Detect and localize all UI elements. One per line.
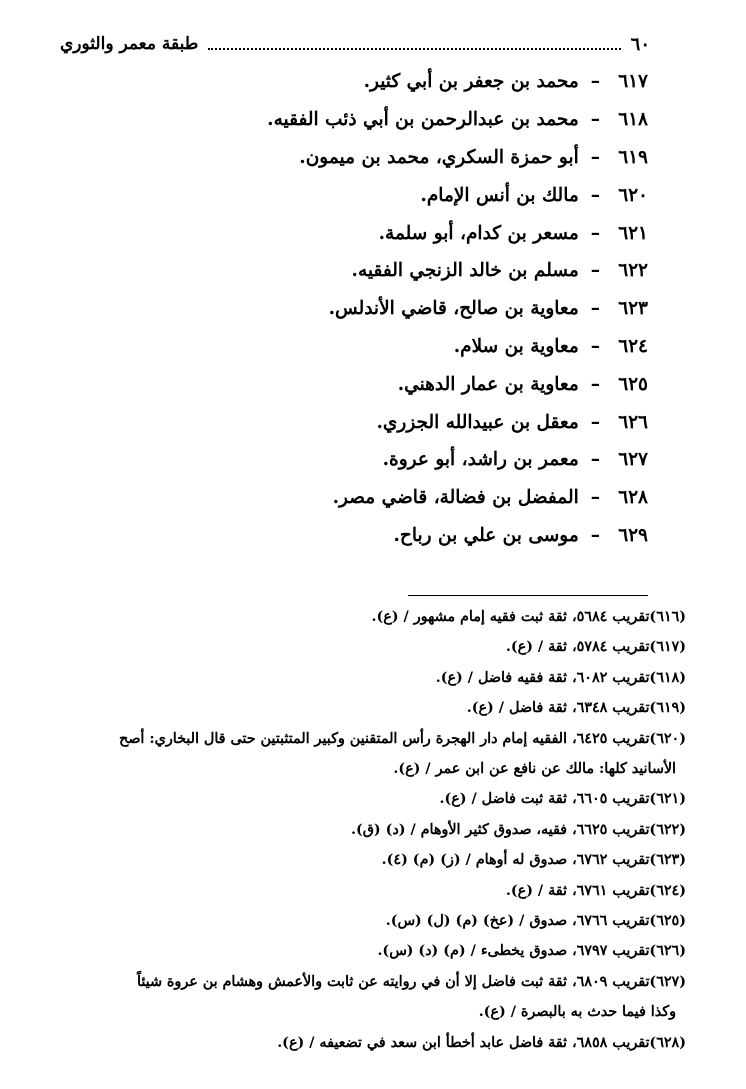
entry-text: مسعر بن كدام، أبو سلمة. xyxy=(378,222,579,244)
footnotes xyxy=(50,602,686,1058)
entry-text: معمر بن راشد، أبو عروة. xyxy=(382,449,579,471)
narrator-entry xyxy=(228,252,648,290)
entry-number: ٦٢٣ xyxy=(618,298,648,320)
footnote-separator xyxy=(408,595,648,596)
entry-dash: – xyxy=(590,109,600,131)
footnote xyxy=(50,845,686,875)
entry-text: أبو حمزة السكري، محمد بن ميمون. xyxy=(299,146,579,168)
footnote-text: (٦١٩)تقريب ٦٣٤٨، ثقة فاضل / (ع). xyxy=(466,700,686,717)
footnote-text: (٦٢٤)تقريب ٦٧٦١، ثقة / (ع). xyxy=(505,882,686,899)
footnote xyxy=(50,1028,686,1058)
footnote xyxy=(50,815,686,845)
footnote-text: (٦١٦)تقريب ٥٦٨٤، ثقة ثبت فقيه إمام مشهور / (ع). xyxy=(371,609,686,625)
entry-dash: – xyxy=(590,373,600,395)
entry-number: ٦٢٢ xyxy=(618,260,648,282)
footnote xyxy=(50,693,686,723)
footnote-text: (٦١٨)تقريب ٦٠٨٢، ثقة فقيه فاضل / (ع). xyxy=(435,669,686,686)
running-title: طبقة معمر والثوري xyxy=(60,34,199,54)
narrator-entry xyxy=(228,139,648,177)
footnote xyxy=(50,967,686,1028)
footnote-text: (٦٢٢)تقريب ٦٦٢٥، فقيه، صدوق كثير الأوهام / (د) (ق). xyxy=(351,821,686,838)
footnote xyxy=(50,906,686,936)
entry-dash: – xyxy=(590,298,600,320)
entry-text: مسلم بن خالد الزنجي الفقيه. xyxy=(351,260,579,282)
narrator-entry xyxy=(228,479,648,517)
entry-text: محمد بن جعفر بن أبي كثير. xyxy=(363,71,579,93)
footnote-continuation: الأسانيد كلها: مالك عن نافع عن ابن عمر / (ع). xyxy=(393,761,676,778)
footnote-text: (٦٢٣)تقريب ٦٧٦٢، صدوق له أوهام / (ز) (م) (٤). xyxy=(381,852,686,869)
entry-number: ٦٢٩ xyxy=(618,524,648,546)
narrator-entry xyxy=(228,290,648,328)
entry-number: ٦٢٨ xyxy=(618,487,648,509)
narrator-entry xyxy=(228,517,648,555)
narrator-entry xyxy=(228,176,648,214)
entry-text: معاوية بن سلام. xyxy=(453,335,579,357)
entry-number: ٦١٧ xyxy=(618,71,648,93)
entry-dash: – xyxy=(590,260,600,282)
footnote xyxy=(50,936,686,966)
entry-dash: – xyxy=(590,411,600,433)
entry-number: ٦١٩ xyxy=(618,146,648,168)
entry-text: معاوية بن صالح، قاضي الأندلس. xyxy=(328,298,579,320)
entry-text: محمد بن عبدالرحمن بن أبي ذئب الفقيه. xyxy=(267,109,579,131)
footnote-text: (٦٢٨)تقريب ٦٨٥٨، ثقة فاضل عابد أخطأ ابن سعد في تضعيفه / (ع). xyxy=(277,1034,686,1051)
page-number: ٦٠ xyxy=(630,33,650,55)
footnote-text: (٦١٧)تقريب ٥٧٨٤، ثقة / (ع). xyxy=(505,639,686,656)
entry-text: معقل بن عبيدالله الجزري. xyxy=(376,411,579,433)
entry-number: ٦٢٦ xyxy=(618,411,648,433)
narrator-entry xyxy=(228,63,648,101)
narrator-entry xyxy=(228,214,648,252)
entry-number: ٦٢٠ xyxy=(618,184,648,206)
entry-dash: – xyxy=(590,487,600,509)
footnote-text: (٦٢١)تقريب ٦٦٠٥، ثقة ثبت فاضل / (ع). xyxy=(439,791,686,808)
entry-dash: – xyxy=(590,524,600,546)
entry-dash: – xyxy=(590,184,600,206)
entry-dash: – xyxy=(590,335,600,357)
page-header xyxy=(60,30,650,58)
narrator-entry xyxy=(228,403,648,441)
footnote xyxy=(50,724,686,785)
entry-text: مالك بن أنس الإمام. xyxy=(420,184,579,206)
entry-dash: – xyxy=(590,222,600,244)
narrator-entry xyxy=(228,441,648,479)
entry-dash: – xyxy=(590,71,600,93)
footnote xyxy=(50,876,686,906)
footnote xyxy=(50,663,686,693)
header-dot-leader xyxy=(208,38,620,50)
narrator-list xyxy=(228,63,648,554)
footnote-text: (٦٢٦)تقريب ٦٧٩٧، صدوق يخطىء / (م) (د) (س). xyxy=(377,943,686,960)
entry-dash: – xyxy=(590,449,600,471)
entry-dash: – xyxy=(590,146,600,168)
entry-text: المفضل بن فضالة، قاضي مصر. xyxy=(332,487,579,509)
footnote-text: (٦٢٧)تقريب ٦٨٠٩، ثقة ثبت فاضل إلا أن في روايته عن ثابت والأعمش وهشام بن عروة شيئاً xyxy=(136,973,686,990)
entry-number: ٦٢٥ xyxy=(618,373,648,395)
footnote-continuation: وكذا فيما حدث به بالبصرة / (ع). xyxy=(478,1004,676,1021)
entry-number: ٦١٨ xyxy=(618,109,648,131)
entry-number: ٦٢١ xyxy=(618,222,648,244)
entry-number: ٦٢٤ xyxy=(618,335,648,357)
narrator-entry xyxy=(228,328,648,366)
narrator-entry xyxy=(228,101,648,139)
footnote xyxy=(50,632,686,662)
entry-text: موسى بن علي بن رباح. xyxy=(393,524,579,546)
footnote-text: (٦٢٥)تقريب ٦٧٦٦، صدوق / (عخ) (م) (ل) (س). xyxy=(385,913,686,930)
footnote xyxy=(50,784,686,814)
footnote-text: (٦٢٠)تقريب ٦٤٢٥، الفقيه إمام دار الهجرة رأس المتقنين وكبير المتثبتين حتى قال البخاري: أصح xyxy=(119,730,686,747)
narrator-entry xyxy=(228,365,648,403)
entry-text: معاوية بن عمار الدهني. xyxy=(397,373,579,395)
entry-number: ٦٢٧ xyxy=(618,449,648,471)
footnote xyxy=(50,602,686,632)
